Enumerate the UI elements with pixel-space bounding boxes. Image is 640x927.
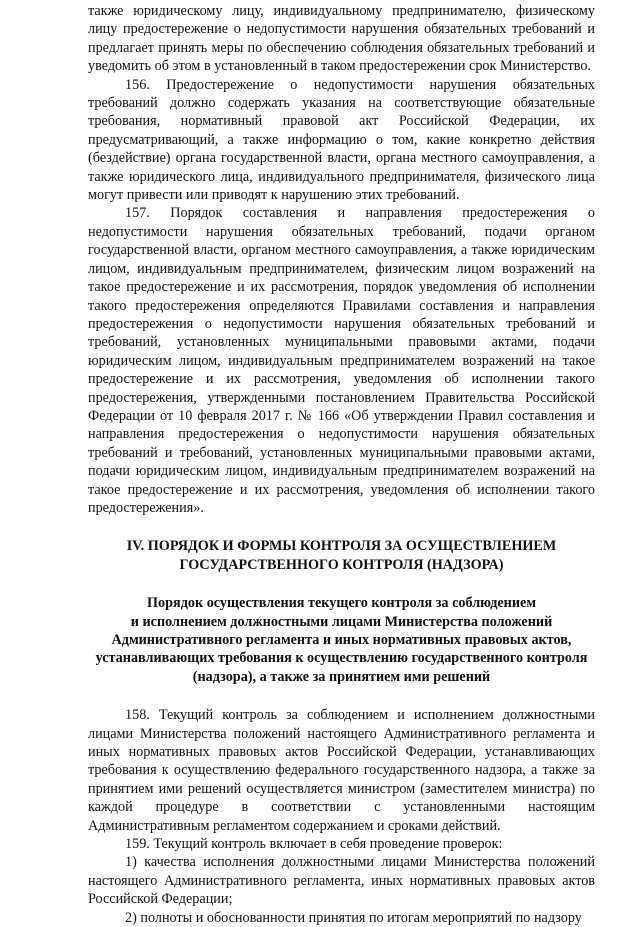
paragraph-158: 158. Текущий контроль за соблюдением и исполнением должностными лицами Министерства положений настоящего Административного регламента и иных нормативных правовых актов Российской Федерации, устанавливающих требования к осуществлению федерального государственного надзора, а также за принятием ими решений осуществляется министром (заместителем министра) по каждой процедуре в соответствии с установленными настоящим Административным регламентом содержанием и сроками действий.	[88, 707, 595, 834]
subsection-heading	[88, 594, 595, 686]
subsection-heading-line-2: и исполнением должностными лицами Министерства положений	[130, 613, 553, 630]
section-heading-line-2: ГОСУДАРСТВЕННОГО КОНТРОЛЯ (НАДЗОРА)	[179, 556, 504, 573]
paragraph-159-item-2: 2) полноты и обоснованности принятия по итогам мероприятий по надзору	[125, 909, 582, 926]
paragraph-continuation: также юридическому лицу, индивидуальному предпринимателю, физическому лицу предостережение о недопустимости нарушения обязательных требований и предлагает принять меры по обеспечению соблюдения обязательных требований и уведомить об этом в установленный в таком предостережении срок Министерство.	[88, 3, 595, 75]
paragraph-159-item-1: 1) качества исполнения должностными лицами Министерства положений настоящего Административного регламента, иных нормативных правовых актов Российской Федерации;	[88, 854, 595, 908]
subsection-heading-line-1: Порядок осуществления текущего контроля за соблюдением	[147, 595, 536, 612]
paragraph-159: 159. Текущий контроль включает в себя проведение проверок:	[125, 836, 503, 853]
section-heading-line-1: IV. ПОРЯДОК И ФОРМЫ КОНТРОЛЯ ЗА ОСУЩЕСТВЛЕНИЕМ	[126, 538, 557, 555]
paragraph-157: 157. Порядок составления и направления предостережения о недопустимости нарушения обязательных требований, подачи органом государственной власти, органом местного самоуправления, а также юридическим лицом, индивидуальным предпринимателем, физическим лицом возражений на такое предостережение и их рассмотрения, порядок уведомления об исполнении такого предостережения определяются Правилами составления и направления предостережения о недопустимости нарушения обязательных требований и требований, установленных муниципальными правовыми актами, подачи юридическим лицом, индивидуальным предпринимателем возражений на такое предостережение и их рассмотрения, уведомления об исполнении такого предостережения, утвержденными постановлением Правительства Российской Федерации от 10 февраля 2017 г. № 166 «Об утверждении Правил составления и направления предостережения о недопустимости нарушения обязательных требований и требований, установленных муниципальными правовыми актами, подачи юридическим лицом, индивидуальным предпринимателем возражений на такое предостережение и их рассмотрения, уведомления об исполнении такого предостережения».	[88, 205, 595, 516]
paragraph-156: 156. Предостережение о недопустимости нарушения обязательных требований должно содержать указания на соответствующие обязательные требования, нормативный правовой акт Российской Федерации, их предусматривающий, а также информацию о том, какие конкретно действия (бездействие) органа государственной власти, органа местного самоуправления, а также юридического лица, индивидуального предпринимателя, физического лица могут привести или приводят к нарушению этих требований.	[88, 76, 595, 204]
document-page	[88, 2, 595, 927]
subsection-heading-line-4: устанавливающих требования к осуществлению государственного контроля	[95, 650, 588, 667]
subsection-heading-line-5: (надзора), а также за принятием ими решений	[192, 668, 491, 685]
subsection-heading-line-3: Административного регламента и иных нормативных правовых актов,	[111, 632, 572, 648]
section-heading-iv	[88, 537, 595, 574]
